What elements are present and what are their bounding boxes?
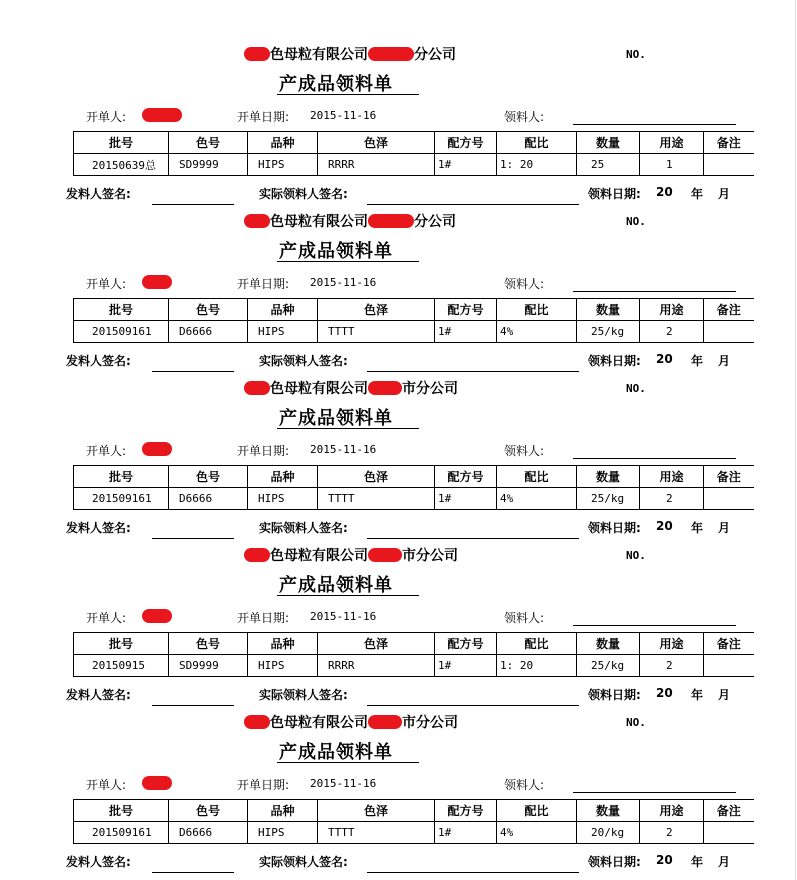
form-title: 产成品领料单: [279, 575, 393, 596]
receive-date-label: 领料日期:: [588, 187, 641, 201]
receiver-line: [573, 792, 736, 793]
table-header-row: [74, 299, 754, 321]
sender-sign-label: 发料人签名:: [66, 688, 131, 702]
table-header-row: [74, 800, 754, 822]
column-header: 色泽: [318, 466, 435, 488]
issue-date-value: 2015-11-16: [310, 443, 377, 456]
column-header: 用途: [640, 800, 704, 822]
column-header: 色号: [169, 132, 248, 154]
receiver-line: [573, 124, 736, 125]
table-header-row: [74, 466, 754, 488]
sender-sign-line: [152, 204, 234, 205]
issuer-label: 开单人:: [86, 277, 127, 291]
actual-receiver-sign-line: [367, 872, 579, 873]
table-cell: HIPS: [248, 321, 318, 343]
column-header: 色泽: [318, 633, 435, 655]
company-name: 色母粒有限公司 市分公司: [244, 378, 458, 398]
column-header: 色号: [169, 299, 248, 321]
column-header: 品种: [248, 466, 318, 488]
column-header: 色泽: [318, 299, 435, 321]
year-prefix: 20: [656, 352, 673, 366]
table-cell: [704, 822, 754, 844]
table-row: [74, 488, 754, 510]
column-header: 备注: [704, 299, 754, 321]
month-label: 月: [718, 187, 731, 201]
year-label: 年: [691, 354, 704, 368]
column-header: 配比: [497, 633, 577, 655]
receive-date-label: 领料日期:: [588, 688, 641, 702]
form-title: 产成品领料单: [279, 742, 393, 763]
table-cell: 25/kg: [577, 655, 640, 677]
redaction-mark: [244, 548, 270, 562]
sender-sign-label: 发料人签名:: [66, 855, 131, 869]
sender-sign-label: 发料人签名:: [66, 354, 131, 368]
column-header: 配比: [497, 299, 577, 321]
issue-date-value: 2015-11-16: [310, 777, 377, 790]
requisition-slip: [0, 211, 797, 378]
column-header: 备注: [704, 800, 754, 822]
actual-receiver-sign-label: 实际领料人签名:: [259, 855, 348, 869]
table-header-row: [74, 633, 754, 655]
table-cell: 20150639总: [74, 154, 169, 176]
table-header-row: [74, 132, 754, 154]
sender-sign-label: 发料人签名:: [66, 187, 131, 201]
company-name: 色母粒有限公司 市分公司: [244, 712, 458, 732]
requisition-table: [73, 131, 754, 176]
column-header: 品种: [248, 299, 318, 321]
table-row: [74, 154, 754, 176]
actual-receiver-sign-label: 实际领料人签名:: [259, 521, 348, 535]
requisition-slip: [0, 545, 797, 712]
redaction-mark: [142, 776, 172, 790]
table-cell: HIPS: [248, 488, 318, 510]
redaction-mark: [368, 381, 402, 395]
table-cell: 2: [640, 488, 704, 510]
form-title: 产成品领料单: [279, 408, 393, 429]
sender-sign-line: [152, 371, 234, 372]
year-prefix: 20: [656, 519, 673, 533]
issue-date-value: 2015-11-16: [310, 276, 377, 289]
sender-sign-label: 发料人签名:: [66, 521, 131, 535]
column-header: 色号: [169, 466, 248, 488]
redaction-mark: [244, 47, 270, 61]
year-label: 年: [691, 855, 704, 869]
table-cell: TTTT: [318, 822, 435, 844]
receiver-label: 领料人:: [504, 444, 545, 458]
company-name: 色母粒有限公司 分公司: [244, 44, 456, 64]
table-row: [74, 822, 754, 844]
column-header: 备注: [704, 132, 754, 154]
table-cell: 1: 20: [497, 655, 577, 677]
redaction-mark: [368, 548, 402, 562]
column-header: 配比: [497, 132, 577, 154]
column-header: 用途: [640, 132, 704, 154]
column-header: 配方号: [435, 299, 497, 321]
table-cell: TTTT: [318, 321, 435, 343]
table-cell: 1#: [435, 822, 497, 844]
year-prefix: 20: [656, 853, 673, 867]
redaction-mark: [142, 609, 172, 623]
issue-date-value: 2015-11-16: [310, 109, 377, 122]
company-name: 色母粒有限公司 市分公司: [244, 545, 458, 565]
table-cell: HIPS: [248, 822, 318, 844]
table-cell: [704, 154, 754, 176]
table-cell: 4%: [497, 488, 577, 510]
month-label: 月: [718, 855, 731, 869]
table-cell: 1#: [435, 655, 497, 677]
table-cell: D6666: [169, 488, 248, 510]
year-prefix: 20: [656, 185, 673, 199]
redaction-mark: [142, 108, 182, 122]
table-cell: 201509161: [74, 488, 169, 510]
title-underline: [277, 428, 419, 429]
table-cell: TTTT: [318, 488, 435, 510]
requisition-table: [73, 298, 754, 343]
actual-receiver-sign-line: [367, 538, 579, 539]
receiver-label: 领料人:: [504, 277, 545, 291]
month-label: 月: [718, 354, 731, 368]
title-underline: [277, 261, 419, 262]
column-header: 品种: [248, 800, 318, 822]
column-header: 数量: [577, 299, 640, 321]
receiver-label: 领料人:: [504, 778, 545, 792]
issuer-label: 开单人:: [86, 778, 127, 792]
title-underline: [277, 762, 419, 763]
column-header: 配方号: [435, 633, 497, 655]
redaction-mark: [142, 442, 172, 456]
sender-sign-line: [152, 872, 234, 873]
table-cell: 4%: [497, 321, 577, 343]
year-label: 年: [691, 688, 704, 702]
table-cell: 1: [640, 154, 704, 176]
table-cell: [704, 655, 754, 677]
column-header: 品种: [248, 132, 318, 154]
column-header: 批号: [74, 633, 169, 655]
table-cell: 2: [640, 822, 704, 844]
requisition-table: [73, 799, 754, 844]
redaction-mark: [368, 715, 402, 729]
column-header: 色号: [169, 633, 248, 655]
year-prefix: 20: [656, 686, 673, 700]
table-cell: RRRR: [318, 154, 435, 176]
table-cell: RRRR: [318, 655, 435, 677]
column-header: 配方号: [435, 466, 497, 488]
redaction-mark: [244, 381, 270, 395]
requisition-slip: [0, 378, 797, 545]
table-row: [74, 321, 754, 343]
receiver-label: 领料人:: [504, 110, 545, 124]
title-underline: [277, 595, 419, 596]
actual-receiver-sign-label: 实际领料人签名:: [259, 187, 348, 201]
receiver-line: [573, 458, 736, 459]
issue-date-label: 开单日期:: [237, 110, 290, 124]
receiver-label: 领料人:: [504, 611, 545, 625]
issue-date-label: 开单日期:: [237, 611, 290, 625]
table-cell: 25/kg: [577, 321, 640, 343]
table-cell: 201509161: [74, 822, 169, 844]
table-cell: 20/kg: [577, 822, 640, 844]
table-cell: HIPS: [248, 154, 318, 176]
redaction-mark: [244, 214, 270, 228]
sender-sign-line: [152, 705, 234, 706]
table-cell: D6666: [169, 321, 248, 343]
number-label: NO.: [626, 549, 646, 562]
issue-date-label: 开单日期:: [237, 778, 290, 792]
column-header: 配比: [497, 800, 577, 822]
company-name: 色母粒有限公司 分公司: [244, 211, 456, 231]
receive-date-label: 领料日期:: [588, 521, 641, 535]
redaction-mark: [142, 275, 172, 289]
receive-date-label: 领料日期:: [588, 354, 641, 368]
year-label: 年: [691, 521, 704, 535]
column-header: 批号: [74, 800, 169, 822]
form-title: 产成品领料单: [279, 74, 393, 95]
redaction-mark: [368, 214, 414, 228]
sender-sign-line: [152, 538, 234, 539]
table-cell: 1#: [435, 488, 497, 510]
column-header: 用途: [640, 633, 704, 655]
column-header: 数量: [577, 132, 640, 154]
issuer-label: 开单人:: [86, 110, 127, 124]
year-label: 年: [691, 187, 704, 201]
table-cell: 20150915: [74, 655, 169, 677]
receive-date-label: 领料日期:: [588, 855, 641, 869]
actual-receiver-sign-line: [367, 371, 579, 372]
requisition-table: [73, 632, 754, 677]
table-cell: D6666: [169, 822, 248, 844]
receiver-line: [573, 625, 736, 626]
table-cell: SD9999: [169, 655, 248, 677]
month-label: 月: [718, 521, 731, 535]
column-header: 数量: [577, 466, 640, 488]
table-cell: 25/kg: [577, 488, 640, 510]
column-header: 配方号: [435, 800, 497, 822]
issuer-label: 开单人:: [86, 444, 127, 458]
column-header: 批号: [74, 299, 169, 321]
column-header: 备注: [704, 466, 754, 488]
issuer-label: 开单人:: [86, 611, 127, 625]
table-cell: 4%: [497, 822, 577, 844]
redaction-mark: [368, 47, 414, 61]
column-header: 用途: [640, 466, 704, 488]
actual-receiver-sign-line: [367, 204, 579, 205]
column-header: 数量: [577, 800, 640, 822]
requisition-slip: [0, 44, 797, 211]
column-header: 色泽: [318, 132, 435, 154]
actual-receiver-sign-label: 实际领料人签名:: [259, 354, 348, 368]
column-header: 色泽: [318, 800, 435, 822]
column-header: 配方号: [435, 132, 497, 154]
receiver-line: [573, 291, 736, 292]
number-label: NO.: [626, 48, 646, 61]
table-cell: 1#: [435, 154, 497, 176]
table-cell: 25: [577, 154, 640, 176]
table-cell: [704, 321, 754, 343]
actual-receiver-sign-line: [367, 705, 579, 706]
table-cell: 2: [640, 321, 704, 343]
table-cell: SD9999: [169, 154, 248, 176]
column-header: 用途: [640, 299, 704, 321]
column-header: 批号: [74, 466, 169, 488]
table-row: [74, 655, 754, 677]
number-label: NO.: [626, 382, 646, 395]
table-cell: 201509161: [74, 321, 169, 343]
issue-date-value: 2015-11-16: [310, 610, 377, 623]
table-cell: 1: 20: [497, 154, 577, 176]
issue-date-label: 开单日期:: [237, 277, 290, 291]
column-header: 色号: [169, 800, 248, 822]
number-label: NO.: [626, 716, 646, 729]
redaction-mark: [244, 715, 270, 729]
column-header: 数量: [577, 633, 640, 655]
column-header: 配比: [497, 466, 577, 488]
column-header: 批号: [74, 132, 169, 154]
actual-receiver-sign-label: 实际领料人签名:: [259, 688, 348, 702]
number-label: NO.: [626, 215, 646, 228]
column-header: 品种: [248, 633, 318, 655]
table-cell: HIPS: [248, 655, 318, 677]
requisition-slip: [0, 712, 797, 879]
title-underline: [277, 94, 419, 95]
table-cell: 2: [640, 655, 704, 677]
table-cell: [704, 488, 754, 510]
table-cell: 1#: [435, 321, 497, 343]
month-label: 月: [718, 688, 731, 702]
form-title: 产成品领料单: [279, 241, 393, 262]
column-header: 备注: [704, 633, 754, 655]
issue-date-label: 开单日期:: [237, 444, 290, 458]
requisition-table: [73, 465, 754, 510]
